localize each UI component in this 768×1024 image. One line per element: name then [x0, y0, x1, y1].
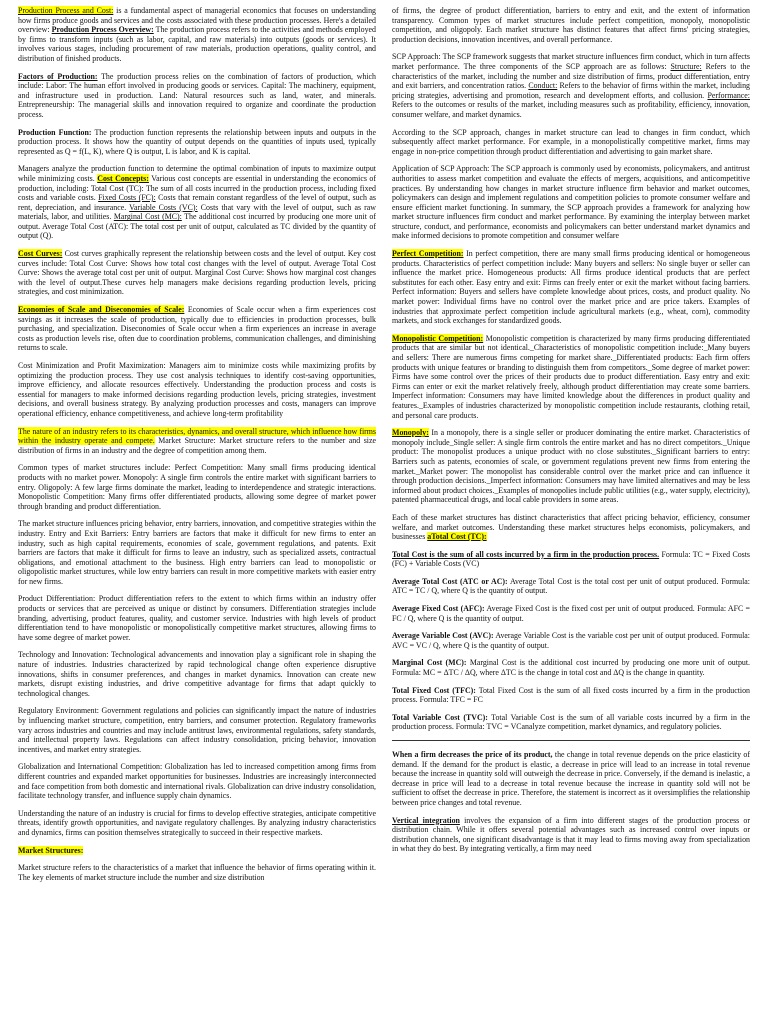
heading-cost-curves: Cost Curves:: [18, 249, 63, 259]
right-column: [392, 6, 750, 1024]
heading-market-structures: Market Structures:: [18, 845, 84, 855]
paragraph: Average Fixed Cost (AFC): Average Fixed Cost is the fixed cost per unit of output produced. Formula: AFC = FC / Q, where Q is the quantity of output.: [392, 604, 750, 623]
paragraph: Managers analyze the production function to determine the optimal combination of inputs to maximize output while minimizing costs. Cost Concepts: Various cost concepts are essential in understanding the economics of production, including: Total Cost (TC): The sum of all costs incurred in the production process, including fixed costs and variable costs. Fixed Costs (FC): Costs that remain constant regardless of the level of output, such as rent, depreciation, and insurance. Variable Costs (VC): Costs that vary with the level of output, such as raw materials, labor, and utilities. Marginal Cost (MC): The additional cost incurred by producing one more unit of output. Average Total Cost (ATC): The total cost per unit of output, calculated as TC divided by the quantity of output (Q).: [18, 164, 376, 241]
highlighted-sentence: The nature of an industry refers to its characteristics, dynamics, and overall structure, which influence how firms within the industry operate and compete.: [18, 426, 376, 446]
heading-total-cost: aTotal Cost (TC):: [427, 532, 487, 542]
paragraph: Total Fixed Cost (TFC): Total Fixed Cost is the sum of all fixed costs incurred by a firm in the production process. Formula: TFC = FC: [392, 685, 750, 705]
heading-factors-of-production: Factors of Production:: [18, 71, 98, 81]
paragraph: [18, 846, 376, 856]
paragraph: Monopoly: In a monopoly, there is a single seller or producer dominating the entire market. Characteristics of monopoly include_Single seller: A single firm controls the entire market and has no direct competitors._Unique product: The monopolist produces a unique product with no close substitutes._Significant barriers to entry: Barriers such as patents, economies of scale, or government regulations prevent new firms from entering the market._Market power: The monopolist has considerable control over the market price and can influence it through production decisions._Imperfect information: Consumers may have limited alternatives and may be less informed about product choices._Examples of monopolies include public utilities (e.g., water supply, electricity), patented pharmaceutical drugs, and local cable providers in some areas.: [392, 428, 750, 505]
paragraph: Globalization and International Competition: Globalization has led to increased competition among firms from different countries and expanded market opportunities for businesses. Industries are increasingly interconnected and face competition from both domestic and international rivals. Globalization can drive industry consolidation, facilitate technology transfer, and influence supply chain dynamics.: [18, 762, 376, 801]
paragraph: The nature of an industry refers to its characteristics, dynamics, and overall structure, which influence how firms within the industry operate and compete. Market Structure: Market structure refers to the number and size distribution of firms in an industry and the degree of competition among them.: [18, 426, 376, 455]
horizontal-rule: [392, 740, 750, 741]
heading-perfect-competition: Perfect Competition:: [392, 249, 464, 259]
paragraph: Monopolistic Competition: Monopolistic competition is characterized by many firms producing differentiated products that are similar but not identical._Characteristics of monopolistic competition include:_Many buyers and sellers: There are numerous firms competing for market share._Differentiated products: Each firm offers products with unique features or branding to distinguish them from competitors._Some degree of market power: Firms have some control over the prices of their products due to product differentiation. Easy entry and exit: Firms can enter or exit the market relatively freely, although product differentiation may create some barriers. Imperfect information: Consumers may have limited knowledge about the differences in product quality and features._Examples of industries characterized by monopolistic competition include restaurants, clothing retail, and personal care products.: [392, 333, 750, 420]
paragraph: Each of these market structures has distinct characteristics that affect pricing behavior, efficiency, consumer welfare, and market outcomes. Understanding these market structures helps economists, policymakers, and businesses aTotal Cost (TC):: [392, 512, 750, 542]
paragraph: Economies of Scale and Diseconomies of Scale: Economies of Scale occur when a firm experiences cost savings as it increases the scale of production, typically due to efficiencies in production processes, bulk purchasing, and specialization. Diseconomies of Scale occur when a firm experiences an increase in average costs as production levels rise, often due to coordination problems, communication challenges, and diminishing returns to scale.: [18, 305, 376, 353]
paragraph: Vertical integration involves the expansion of a firm into different stages of the production process or distribution chain. While it offers several potential advantages such as increased control over inputs or distribution channels, one significant disadvantage is that it may lead to firms moving away from specialization in what they do best. By integrating vertically, a firm may need: [392, 815, 750, 854]
paragraph: According to the SCP approach, changes in market structure can lead to changes in firm conduct, which subsequently affect market performance. For example, in a monopolistically competitive market, firms may engage in non-price competition through product differentiation and advertising to gain market share.: [392, 127, 750, 156]
paragraph: The market structure influences pricing behavior, entry barriers, innovation, and competitive strategies within the industry. Entry and Exit Barriers: Entry barriers are factors that make it difficult for new firms to enter an industry, such as high capital requirements, economies of scale, government regulations, and patents. Exit barriers are factors that make it difficult for firms to leave an industry, such as specialized assets, contractual obligations, and emotional attachment to the business. High entry barriers can lead to monopolistic or oligopolistic market structures, while low entry barriers can result in more competitive markets with easier entry for new firms.: [18, 519, 376, 586]
paragraph: Product Differentiation: Product differentiation refers to the extent to which firms within an industry offer products or services that are perceived as unique or distinct by consumers. Differentiation strategies include branding, advertising, product features, quality, and customer service. Industries with high levels of product differentiation tend to have monopolistic or monopolistically competitive market structures, allowing firms to have some degree of market power.: [18, 594, 376, 642]
heading-production-process-overview: Production Process Overview:: [51, 25, 154, 35]
paragraph: Technology and Innovation: Technological advancements and innovation play a significant role in shaping the nature of industries. Industries characterized by rapid technological change often experience disruptive innovations, shifts in consumer preferences, and changes in market dynamics. Innovation can create new markets, disrupt existing industries, and drive competitive advantage for firms that adapt quickly to technological changes.: [18, 650, 376, 698]
heading-production-process-and-cost: Production Process and Cost:: [18, 6, 114, 15]
paragraph: Cost Curves: Cost curves graphically represent the relationship between costs and the level of output. Key cost curves include: Total Cost Curve: Shows how total cost changes with the level of output. Average Total Cost Curve: Shows the average total cost per unit of output. Marginal Cost Curve: Shows how marginal cost changes with the level of output.These curves help managers make decisions regarding production levels, pricing strategies, and cost minimization.: [18, 249, 376, 297]
heading-monopolistic-competition: Monopolistic Competition:: [392, 333, 484, 343]
paragraph: Production Function: The production function represents the relationship between inputs and outputs in the production process. It shows how the quantity of output depends on the quantities of inputs used, typically represented as Q = f(L, K), where Q is output, L is labor, and K is capital.: [18, 127, 376, 156]
paragraph: Understanding the nature of an industry is crucial for firms to develop effective strategies, anticipate competitive threats, identify growth opportunities, and navigate regulatory challenges. By analyzing industry characteristics and dynamics, firms can position themselves strategically to succeed in their respective markets.: [18, 808, 376, 837]
paragraph: Cost Minimization and Profit Maximization: Managers aim to minimize costs while maximizing profits by optimizing the production process. They use cost analysis techniques to identify cost-saving opportunities, improve efficiency, and allocate resources effectively. Understanding the production process and costs is essential for managers to make informed decisions regarding production levels, pricing strategies, investment decisions, and overall business strategy. By analyzing production processes and costs, managers can improve operational efficiency, enhance competitiveness, and achieve long-term profitability: [18, 361, 376, 418]
heading-production-function: Production Function:: [18, 127, 92, 137]
heading-economies-of-scale: Economies of Scale and Diseconomies of Scale:: [18, 305, 185, 315]
heading-monopoly: Monopoly:: [392, 428, 429, 438]
paragraph: Application of SCP Approach: The SCP approach is commonly used by economists, policymakers, and antitrust authorities to assess market competition and evaluate the effects of mergers, acquisitions, and anticompetitive practices. By understanding how changes in market structure influence firm behavior and market outcomes, policymakers can design and implement regulations and competition policies to promote consumer welfare and ensure efficient market functioning. In summary, the SCP approach provides a framework for analyzing how market structure influences firm conduct and market performance. By examining the interplay between market structure, conduct, and performance, economists and policymakers can better understand market dynamics and make informed decisions to promote competition and consumer welfare: [392, 164, 750, 241]
paragraph: Perfect Competition: In perfect competition, there are many small firms producing identical or homogeneous products. Characteristics of perfect competition include: Many buyers and sellers: No single buyer or seller can influence the market price. Homogeneous products: All firms produce identical products that are perfect substitutes for each other. Easy entry and exit: Firms can freely enter or exit the market without facing barriers. Perfect information: Buyers and sellers have complete knowledge about prices, costs, and product quality. No market power: Individual firms have no control over the market price and are price takers. Examples of industries that approximate perfect competition include agricultural markets (e.g., wheat, corn), commodity markets, and stock exchanges for standardized goods.: [392, 249, 750, 326]
paragraph: Production Process and Cost: is a fundamental aspect of managerial economics that focuses on understanding how firms produce goods and services and the costs associated with these production processes. Here's a detailed overview: Production Process Overview: The production process refers to the activities and methods employed by firms to transform inputs (such as labor, capital, and raw materials) into outputs (goods or services). It involves various stages, including procurement of raw materials, production operations, quality control, and distribution of finished products.: [18, 6, 376, 63]
paragraph: SCP Approach: The SCP framework suggests that market structure influences firm conduct, which in turn affects market performance. The three components of the SCP approach are as follows: Structure: Refers to the characteristics of the market, including the number and size distribution of firms, product differentiation, entry and exit barriers, and concentration ratios. Conduct: Refers to the behavior of firms within the market, including pricing strategies, advertising and promotion, research and development efforts, and collusion. Performance: Refers to the outcomes or results of the market, including measures such as profitability, efficiency, innovation, consumer welfare, and market dynamics.: [392, 52, 750, 119]
paragraph: Factors of Production: The production process relies on the combination of factors of production, which include: Labor: The human effort involved in producing goods or services. Capital: The machinery, equipment, and infrastructure used in production. Land: Natural resources such as land, water, and minerals. Entrepreneurship: The managerial skills and innovation required to organize and coordinate the production process.: [18, 71, 376, 119]
paragraph: Marginal Cost (MC): Marginal Cost is the additional cost incurred by producing one more unit of output. Formula: MC = ΔTC / ΔQ, where ΔTC is the change in total cost and ΔQ is the change in quantity.: [392, 658, 750, 678]
paragraph: When a firm decreases the price of its product, the change in total revenue depends on the price elasticity of demand. If the demand for the product is elastic, a decrease in price will lead to an increase in total revenue because the increase in quantity sold will outweigh the decrease in price. Conversely, if the demand is inelastic, a decrease in price will lead to a decrease in total revenue because the increase in quantity sold will not be sufficient to offset the decrease in price. Therefore, the statement is incorrect as it oversimplifies the relationship between price changes and total revenue.: [392, 750, 750, 807]
heading-cost-concepts: Cost Concepts:: [97, 173, 149, 183]
paragraph: Market structure refers to the characteristics of a market that influence the behavior of firms operating within it. The key elements of market structure include the number and size distribution: [18, 863, 376, 882]
paragraph: of firms, the degree of product differentiation, barriers to entry and exit, and the extent of information transparency. Common types of market structures include perfect competition, monopoly, monopolistic competition, and oligopoly. Each market structure has distinct features that affect firms' pricing strategies, production decisions, innovation incentives, and overall performance.: [392, 6, 750, 44]
paragraph: Average Variable Cost (AVC): Average Variable Cost is the variable cost per unit of output produced. Formula: AVC = VC / Q, where Q is the quantity of output.: [392, 631, 750, 650]
paragraph: Total Cost is the sum of all costs incurred by a firm in the production process. Formula: TC = Fixed Costs (FC) + Variable Costs (VC): [392, 549, 750, 569]
left-column: [18, 6, 376, 1024]
paragraph: Common types of market structures include: Perfect Competition: Many small firms producing identical products with no market power. Monopoly: A single firm controls the entire market with significant barriers to entry. Oligopoly: A few large firms dominate the market, leading to interdependence and strategic interactions. Monopolistic Competition: Many firms offer differentiated products, allowing some degree of market power through branding and product differentiation.: [18, 463, 376, 511]
paragraph: Average Total Cost (ATC or AC): Average Total Cost is the total cost per unit of output produced. Formula: ATC = TC / Q, where Q is the quantity of output.: [392, 576, 750, 596]
paragraph: Total Variable Cost (TVC): Total Variable Cost is the sum of all variable costs incurred by a firm in the production process. Formula: TVC = VCanalyze competition, market dynamics, and regulatory policies.: [392, 712, 750, 732]
paragraph: Regulatory Environment: Government regulations and policies can significantly impact the nature of industries by influencing market structure, competition, entry barriers, and consumer protection. Regulatory frameworks vary across industries and countries and may include antitrust laws, environmental regulations, safety standards, and intellectual property laws. Regulations can affect industry consolidation, pricing behavior, innovation incentives, and market entry strategies.: [18, 706, 376, 754]
